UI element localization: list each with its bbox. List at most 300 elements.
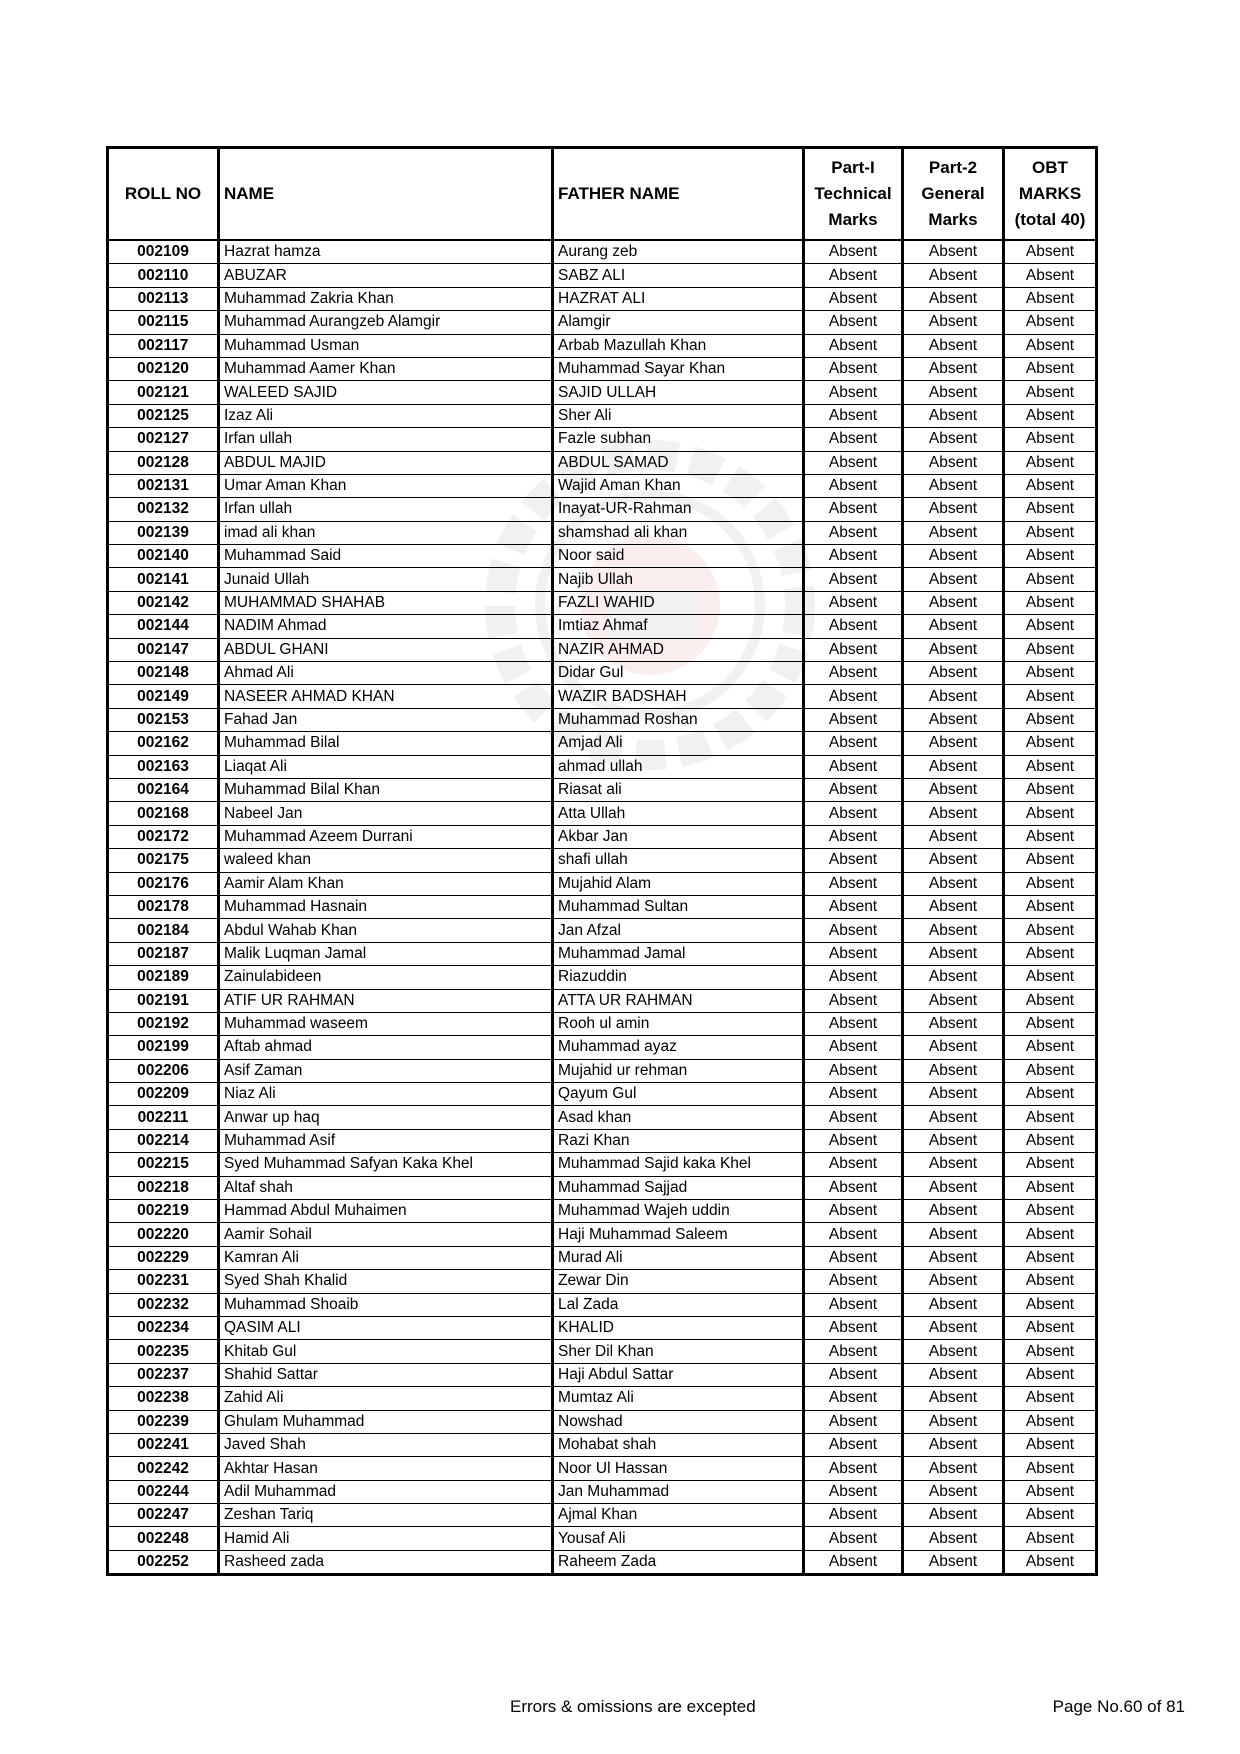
roll-no-cell: 002140 — [108, 545, 219, 568]
obt-marks-cell: Absent — [1004, 1433, 1097, 1456]
part1-marks-cell: Absent — [804, 287, 903, 310]
father-name-cell: Riazuddin — [553, 966, 804, 989]
part1-marks-cell: Absent — [804, 428, 903, 451]
father-name-cell: Muhammad Sayar Khan — [553, 357, 804, 380]
table-row — [108, 1200, 1097, 1223]
obt-marks-cell: Absent — [1004, 895, 1097, 918]
part1-marks-cell: Absent — [804, 895, 903, 918]
father-name-cell: Aurang zeb — [553, 240, 804, 264]
name-cell: Irfan ullah — [219, 428, 553, 451]
table-row — [108, 264, 1097, 287]
part1-marks-cell: Absent — [804, 708, 903, 731]
name-cell: Muhammad waseem — [219, 1012, 553, 1035]
table-row — [108, 1316, 1097, 1339]
father-name-cell: Muhammad Jamal — [553, 942, 804, 965]
obt-marks-cell: Absent — [1004, 1293, 1097, 1316]
father-name-cell: Inayat-UR-Rahman — [553, 498, 804, 521]
part2-marks-cell: Absent — [903, 1223, 1004, 1246]
table-row — [108, 1387, 1097, 1410]
father-name-cell: Muhammad Sultan — [553, 895, 804, 918]
name-cell: QASIM ALI — [219, 1316, 553, 1339]
father-name-cell: SABZ ALI — [553, 264, 804, 287]
table-row — [108, 895, 1097, 918]
header-part1-line2: Technical — [814, 184, 892, 203]
roll-no-cell: 002132 — [108, 498, 219, 521]
header-roll-no: ROLL NO — [108, 148, 219, 241]
part1-marks-cell: Absent — [804, 732, 903, 755]
part2-marks-cell: Absent — [903, 428, 1004, 451]
name-cell: Niaz Ali — [219, 1083, 553, 1106]
part1-marks-cell: Absent — [804, 615, 903, 638]
father-name-cell: SAJID ULLAH — [553, 381, 804, 404]
part1-marks-cell: Absent — [804, 311, 903, 334]
roll-no-cell: 002184 — [108, 919, 219, 942]
obt-marks-cell: Absent — [1004, 708, 1097, 731]
part2-marks-cell: Absent — [903, 1550, 1004, 1574]
table-row — [108, 311, 1097, 334]
roll-no-cell: 002162 — [108, 732, 219, 755]
table-row — [108, 240, 1097, 264]
father-name-cell: Mujahid ur rehman — [553, 1059, 804, 1082]
obt-marks-cell: Absent — [1004, 966, 1097, 989]
father-name-cell: ABDUL SAMAD — [553, 451, 804, 474]
part1-marks-cell: Absent — [804, 1270, 903, 1293]
name-cell: Hammad Abdul Muhaimen — [219, 1200, 553, 1223]
roll-no-cell: 002192 — [108, 1012, 219, 1035]
name-cell: Javed Shah — [219, 1433, 553, 1456]
obt-marks-cell: Absent — [1004, 919, 1097, 942]
name-cell: Syed Shah Khalid — [219, 1270, 553, 1293]
roll-no-cell: 002164 — [108, 778, 219, 801]
roll-no-cell: 002178 — [108, 895, 219, 918]
part2-marks-cell: Absent — [903, 1059, 1004, 1082]
name-cell: Abdul Wahab Khan — [219, 919, 553, 942]
name-cell: Shahid Sattar — [219, 1363, 553, 1386]
father-name-cell: Asad khan — [553, 1106, 804, 1129]
roll-no-cell: 002109 — [108, 240, 219, 264]
part2-marks-cell: Absent — [903, 1316, 1004, 1339]
name-cell: Rasheed zada — [219, 1550, 553, 1574]
roll-no-cell: 002189 — [108, 966, 219, 989]
part1-marks-cell: Absent — [804, 334, 903, 357]
name-cell: Muhammad Zakria Khan — [219, 287, 553, 310]
roll-no-cell: 002125 — [108, 404, 219, 427]
part1-marks-cell: Absent — [804, 568, 903, 591]
part2-marks-cell: Absent — [903, 521, 1004, 544]
name-cell: Irfan ullah — [219, 498, 553, 521]
part1-marks-cell: Absent — [804, 755, 903, 778]
name-cell: Zeshan Tariq — [219, 1504, 553, 1527]
obt-marks-cell: Absent — [1004, 1340, 1097, 1363]
part2-marks-cell: Absent — [903, 498, 1004, 521]
errors-omissions-note: Errors & omissions are excepted — [510, 1697, 756, 1716]
table-row — [108, 451, 1097, 474]
table-row — [108, 732, 1097, 755]
roll-no-cell: 002238 — [108, 1387, 219, 1410]
part2-marks-cell: Absent — [903, 1153, 1004, 1176]
father-name-cell: Riasat ali — [553, 778, 804, 801]
roll-no-cell: 002219 — [108, 1200, 219, 1223]
table-row — [108, 1270, 1097, 1293]
part1-marks-cell: Absent — [804, 1504, 903, 1527]
roll-no-cell: 002113 — [108, 287, 219, 310]
table-row — [108, 357, 1097, 380]
name-cell: Hazrat hamza — [219, 240, 553, 264]
father-name-cell: HAZRAT ALI — [553, 287, 804, 310]
part1-marks-cell: Absent — [804, 942, 903, 965]
obt-marks-cell: Absent — [1004, 287, 1097, 310]
part1-marks-cell: Absent — [804, 1527, 903, 1550]
name-cell: Kamran Ali — [219, 1246, 553, 1269]
part1-marks-cell: Absent — [804, 240, 903, 264]
obt-marks-cell: Absent — [1004, 1457, 1097, 1480]
father-name-cell: Mumtaz Ali — [553, 1387, 804, 1410]
part1-marks-cell: Absent — [804, 451, 903, 474]
roll-no-cell: 002110 — [108, 264, 219, 287]
roll-no-cell: 002172 — [108, 825, 219, 848]
name-cell: Muhammad Usman — [219, 334, 553, 357]
part1-marks-cell: Absent — [804, 919, 903, 942]
part2-marks-cell: Absent — [903, 1387, 1004, 1410]
obt-marks-cell: Absent — [1004, 240, 1097, 264]
part2-marks-cell: Absent — [903, 240, 1004, 264]
name-cell: Muhammad Bilal — [219, 732, 553, 755]
part1-marks-cell: Absent — [804, 1340, 903, 1363]
obt-marks-cell: Absent — [1004, 264, 1097, 287]
part2-marks-cell: Absent — [903, 545, 1004, 568]
roll-no-cell: 002232 — [108, 1293, 219, 1316]
part1-marks-cell: Absent — [804, 638, 903, 661]
roll-no-cell: 002149 — [108, 685, 219, 708]
father-name-cell: Sher Ali — [553, 404, 804, 427]
part1-marks-cell: Absent — [804, 872, 903, 895]
father-name-cell: Raheem Zada — [553, 1550, 804, 1574]
part1-marks-cell: Absent — [804, 474, 903, 497]
father-name-cell: Noor Ul Hassan — [553, 1457, 804, 1480]
table-row — [108, 1153, 1097, 1176]
obt-marks-cell: Absent — [1004, 1223, 1097, 1246]
name-cell: NASEER AHMAD KHAN — [219, 685, 553, 708]
part2-marks-cell: Absent — [903, 451, 1004, 474]
part2-marks-cell: Absent — [903, 568, 1004, 591]
roll-no-cell: 002121 — [108, 381, 219, 404]
part2-marks-cell: Absent — [903, 638, 1004, 661]
roll-no-cell: 002127 — [108, 428, 219, 451]
part1-marks-cell: Absent — [804, 264, 903, 287]
header-obt-line2: MARKS — [1018, 184, 1082, 203]
table-header-row — [108, 148, 1097, 241]
table-row — [108, 615, 1097, 638]
table-row — [108, 381, 1097, 404]
name-cell: Zainulabideen — [219, 966, 553, 989]
father-name-cell: Rooh ul amin — [553, 1012, 804, 1035]
table-row — [108, 872, 1097, 895]
part2-marks-cell: Absent — [903, 1504, 1004, 1527]
table-row — [108, 1036, 1097, 1059]
part2-marks-cell: Absent — [903, 357, 1004, 380]
roll-no-cell: 002163 — [108, 755, 219, 778]
name-cell: ABUZAR — [219, 264, 553, 287]
table-row — [108, 287, 1097, 310]
father-name-cell: Imtiaz Ahmaf — [553, 615, 804, 638]
roll-no-cell: 002241 — [108, 1433, 219, 1456]
obt-marks-cell: Absent — [1004, 1504, 1097, 1527]
table-row — [108, 334, 1097, 357]
roll-no-cell: 002248 — [108, 1527, 219, 1550]
part1-marks-cell: Absent — [804, 521, 903, 544]
table-row — [108, 1129, 1097, 1152]
father-name-cell: Murad Ali — [553, 1246, 804, 1269]
part1-marks-cell: Absent — [804, 1106, 903, 1129]
obt-marks-cell: Absent — [1004, 1363, 1097, 1386]
part1-marks-cell: Absent — [804, 1200, 903, 1223]
part2-marks-cell: Absent — [903, 311, 1004, 334]
father-name-cell: Jan Afzal — [553, 919, 804, 942]
roll-no-cell: 002214 — [108, 1129, 219, 1152]
obt-marks-cell: Absent — [1004, 1270, 1097, 1293]
roll-no-cell: 002191 — [108, 989, 219, 1012]
part1-marks-cell: Absent — [804, 1153, 903, 1176]
header-part1-line3: Marks — [828, 210, 878, 229]
part2-marks-cell: Absent — [903, 708, 1004, 731]
roll-no-cell: 002229 — [108, 1246, 219, 1269]
part1-marks-cell: Absent — [804, 404, 903, 427]
part2-marks-cell: Absent — [903, 919, 1004, 942]
header-part1-technical-marks — [804, 148, 903, 241]
page-number: Page No.60 of 81 — [1052, 1697, 1185, 1716]
table-row — [108, 849, 1097, 872]
table-row — [108, 1176, 1097, 1199]
obt-marks-cell: Absent — [1004, 1246, 1097, 1269]
name-cell: ATIF UR RAHMAN — [219, 989, 553, 1012]
obt-marks-cell: Absent — [1004, 404, 1097, 427]
part2-marks-cell: Absent — [903, 404, 1004, 427]
part2-marks-cell: Absent — [903, 1480, 1004, 1503]
obt-marks-cell: Absent — [1004, 1480, 1097, 1503]
obt-marks-cell: Absent — [1004, 989, 1097, 1012]
table-row — [108, 1059, 1097, 1082]
obt-marks-cell: Absent — [1004, 451, 1097, 474]
obt-marks-cell: Absent — [1004, 334, 1097, 357]
obt-marks-cell: Absent — [1004, 1036, 1097, 1059]
name-cell: Syed Muhammad Safyan Kaka Khel — [219, 1153, 553, 1176]
name-cell: MUHAMMAD SHAHAB — [219, 591, 553, 614]
part1-marks-cell: Absent — [804, 685, 903, 708]
header-father-name: FATHER NAME — [553, 148, 804, 241]
part2-marks-cell: Absent — [903, 849, 1004, 872]
obt-marks-cell: Absent — [1004, 1129, 1097, 1152]
part2-marks-cell: Absent — [903, 895, 1004, 918]
table-row — [108, 966, 1097, 989]
roll-no-cell: 002218 — [108, 1176, 219, 1199]
part1-marks-cell: Absent — [804, 662, 903, 685]
father-name-cell: Fazle subhan — [553, 428, 804, 451]
header-part2-line2: General — [921, 184, 985, 203]
header-part2-line3: Marks — [928, 210, 978, 229]
obt-marks-cell: Absent — [1004, 802, 1097, 825]
header-part2-line1: Part-2 — [928, 158, 978, 177]
name-cell: Anwar up haq — [219, 1106, 553, 1129]
table-row — [108, 1106, 1097, 1129]
part2-marks-cell: Absent — [903, 1527, 1004, 1550]
part1-marks-cell: Absent — [804, 1316, 903, 1339]
obt-marks-cell: Absent — [1004, 1176, 1097, 1199]
father-name-cell: Atta Ullah — [553, 802, 804, 825]
obt-marks-cell: Absent — [1004, 825, 1097, 848]
name-cell: Aamir Alam Khan — [219, 872, 553, 895]
table-row — [108, 474, 1097, 497]
table-row — [108, 989, 1097, 1012]
father-name-cell: Jan Muhammad — [553, 1480, 804, 1503]
roll-no-cell: 002117 — [108, 334, 219, 357]
name-cell: imad ali khan — [219, 521, 553, 544]
father-name-cell: Najib Ullah — [553, 568, 804, 591]
table-row — [108, 1012, 1097, 1035]
table-row — [108, 778, 1097, 801]
roll-no-cell: 002120 — [108, 357, 219, 380]
roll-no-cell: 002168 — [108, 802, 219, 825]
part1-marks-cell: Absent — [804, 1387, 903, 1410]
part2-marks-cell: Absent — [903, 591, 1004, 614]
roll-no-cell: 002128 — [108, 451, 219, 474]
name-cell: Ahmad Ali — [219, 662, 553, 685]
roll-no-cell: 002220 — [108, 1223, 219, 1246]
part2-marks-cell: Absent — [903, 1293, 1004, 1316]
part2-marks-cell: Absent — [903, 1200, 1004, 1223]
table-row — [108, 1340, 1097, 1363]
part1-marks-cell: Absent — [804, 1012, 903, 1035]
roll-no-cell: 002199 — [108, 1036, 219, 1059]
obt-marks-cell: Absent — [1004, 872, 1097, 895]
father-name-cell: Mohabat shah — [553, 1433, 804, 1456]
name-cell: NADIM Ahmad — [219, 615, 553, 638]
obt-marks-cell: Absent — [1004, 381, 1097, 404]
roll-no-cell: 002211 — [108, 1106, 219, 1129]
obt-marks-cell: Absent — [1004, 1153, 1097, 1176]
obt-marks-cell: Absent — [1004, 849, 1097, 872]
table-row — [108, 942, 1097, 965]
table-row — [108, 1083, 1097, 1106]
part1-marks-cell: Absent — [804, 802, 903, 825]
part2-marks-cell: Absent — [903, 662, 1004, 685]
table-row — [108, 428, 1097, 451]
father-name-cell: Muhammad Roshan — [553, 708, 804, 731]
roll-no-cell: 002234 — [108, 1316, 219, 1339]
roll-no-cell: 002235 — [108, 1340, 219, 1363]
roll-no-cell: 002206 — [108, 1059, 219, 1082]
father-name-cell: Haji Muhammad Saleem — [553, 1223, 804, 1246]
obt-marks-cell: Absent — [1004, 357, 1097, 380]
obt-marks-cell: Absent — [1004, 942, 1097, 965]
part2-marks-cell: Absent — [903, 1246, 1004, 1269]
father-name-cell: Haji Abdul Sattar — [553, 1363, 804, 1386]
table-row — [108, 919, 1097, 942]
name-cell: Akhtar Hasan — [219, 1457, 553, 1480]
roll-no-cell: 002209 — [108, 1083, 219, 1106]
obt-marks-cell: Absent — [1004, 1083, 1097, 1106]
header-part1-line1: Part-I — [831, 158, 875, 177]
part2-marks-cell: Absent — [903, 1410, 1004, 1433]
part2-marks-cell: Absent — [903, 1363, 1004, 1386]
part1-marks-cell: Absent — [804, 357, 903, 380]
table-row — [108, 1223, 1097, 1246]
roll-no-cell: 002115 — [108, 311, 219, 334]
roll-no-cell: 002252 — [108, 1550, 219, 1574]
part1-marks-cell: Absent — [804, 989, 903, 1012]
name-cell: waleed khan — [219, 849, 553, 872]
father-name-cell: Muhammad ayaz — [553, 1036, 804, 1059]
name-cell: Altaf shah — [219, 1176, 553, 1199]
table-row — [108, 545, 1097, 568]
obt-marks-cell: Absent — [1004, 615, 1097, 638]
father-name-cell: ATTA UR RAHMAN — [553, 989, 804, 1012]
table-row — [108, 1293, 1097, 1316]
part2-marks-cell: Absent — [903, 1129, 1004, 1152]
name-cell: ABDUL MAJID — [219, 451, 553, 474]
roll-no-cell: 002244 — [108, 1480, 219, 1503]
part2-marks-cell: Absent — [903, 685, 1004, 708]
name-cell: Muhammad Asif — [219, 1129, 553, 1152]
father-name-cell: Sher Dil Khan — [553, 1340, 804, 1363]
obt-marks-cell: Absent — [1004, 1387, 1097, 1410]
table-row — [108, 1504, 1097, 1527]
table-row — [108, 825, 1097, 848]
header-part2-general-marks — [903, 148, 1004, 241]
part1-marks-cell: Absent — [804, 1246, 903, 1269]
obt-marks-cell: Absent — [1004, 685, 1097, 708]
roll-no-cell: 002139 — [108, 521, 219, 544]
table-row — [108, 755, 1097, 778]
table-row — [108, 1457, 1097, 1480]
father-name-cell: Mujahid Alam — [553, 872, 804, 895]
part2-marks-cell: Absent — [903, 989, 1004, 1012]
table-row — [108, 498, 1097, 521]
obt-marks-cell: Absent — [1004, 568, 1097, 591]
obt-marks-cell: Absent — [1004, 732, 1097, 755]
obt-marks-cell: Absent — [1004, 662, 1097, 685]
part1-marks-cell: Absent — [804, 1036, 903, 1059]
part1-marks-cell: Absent — [804, 966, 903, 989]
part1-marks-cell: Absent — [804, 1176, 903, 1199]
table-row — [108, 685, 1097, 708]
obt-marks-cell: Absent — [1004, 498, 1097, 521]
name-cell: Muhammad Hasnain — [219, 895, 553, 918]
father-name-cell: Noor said — [553, 545, 804, 568]
table-row — [108, 802, 1097, 825]
table-row — [108, 1410, 1097, 1433]
roll-no-cell: 002142 — [108, 591, 219, 614]
part1-marks-cell: Absent — [804, 849, 903, 872]
name-cell: Ghulam Muhammad — [219, 1410, 553, 1433]
part2-marks-cell: Absent — [903, 334, 1004, 357]
table-row — [108, 1527, 1097, 1550]
name-cell: Hamid Ali — [219, 1527, 553, 1550]
part2-marks-cell: Absent — [903, 778, 1004, 801]
table-row — [108, 1550, 1097, 1574]
father-name-cell: Ajmal Khan — [553, 1504, 804, 1527]
name-cell: Nabeel Jan — [219, 802, 553, 825]
part1-marks-cell: Absent — [804, 381, 903, 404]
part2-marks-cell: Absent — [903, 802, 1004, 825]
father-name-cell: Lal Zada — [553, 1293, 804, 1316]
name-cell: Aftab ahmad — [219, 1036, 553, 1059]
father-name-cell: NAZIR AHMAD — [553, 638, 804, 661]
part1-marks-cell: Absent — [804, 1083, 903, 1106]
name-cell: Muhammad Bilal Khan — [219, 778, 553, 801]
header-obt-marks — [1004, 148, 1097, 241]
obt-marks-cell: Absent — [1004, 311, 1097, 334]
father-name-cell: Akbar Jan — [553, 825, 804, 848]
